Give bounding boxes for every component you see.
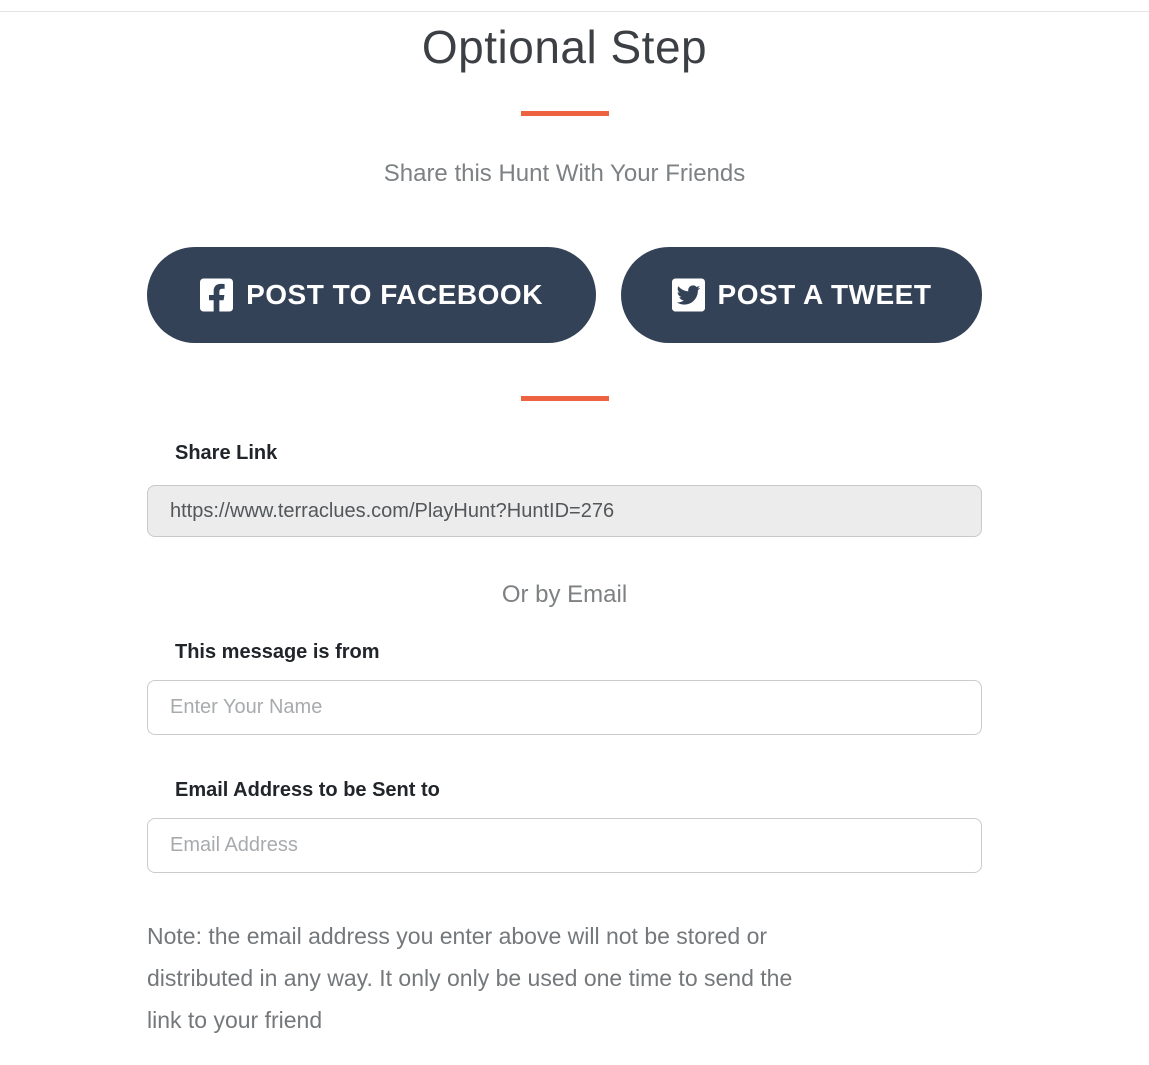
share-link-label: Share Link: [175, 442, 278, 465]
accent-divider: [521, 396, 609, 401]
note-line: distributed in any way. It only only be used one time to send the: [147, 965, 793, 992]
social-buttons-row: [147, 247, 982, 343]
post-to-facebook-button[interactable]: [147, 247, 596, 343]
share-link-input[interactable]: [147, 485, 982, 537]
page-title: Optional Step: [421, 21, 708, 73]
top-divider: [0, 0, 1149, 12]
twitter-icon: [672, 276, 705, 314]
from-name-input[interactable]: [147, 680, 982, 735]
facebook-button-label: POST TO FACEBOOK: [246, 279, 543, 311]
email-address-input[interactable]: [147, 818, 982, 873]
note-line: link to your friend: [147, 1007, 323, 1034]
from-name-label: This message is from: [175, 641, 380, 664]
optional-step-section: [147, 12, 982, 1041]
note-line: Note: the email address you enter above will not be stored or: [147, 923, 768, 950]
email-address-label: Email Address to be Sent to: [175, 779, 440, 802]
or-by-email-heading: Or by Email: [501, 581, 628, 609]
accent-divider: [521, 111, 609, 116]
post-a-tweet-button[interactable]: [621, 247, 982, 343]
email-privacy-note: [147, 915, 982, 1041]
share-subtitle: Share this Hunt With Your Friends: [383, 160, 746, 188]
facebook-icon: [200, 276, 233, 314]
tweet-button-label: POST A TWEET: [717, 279, 932, 311]
